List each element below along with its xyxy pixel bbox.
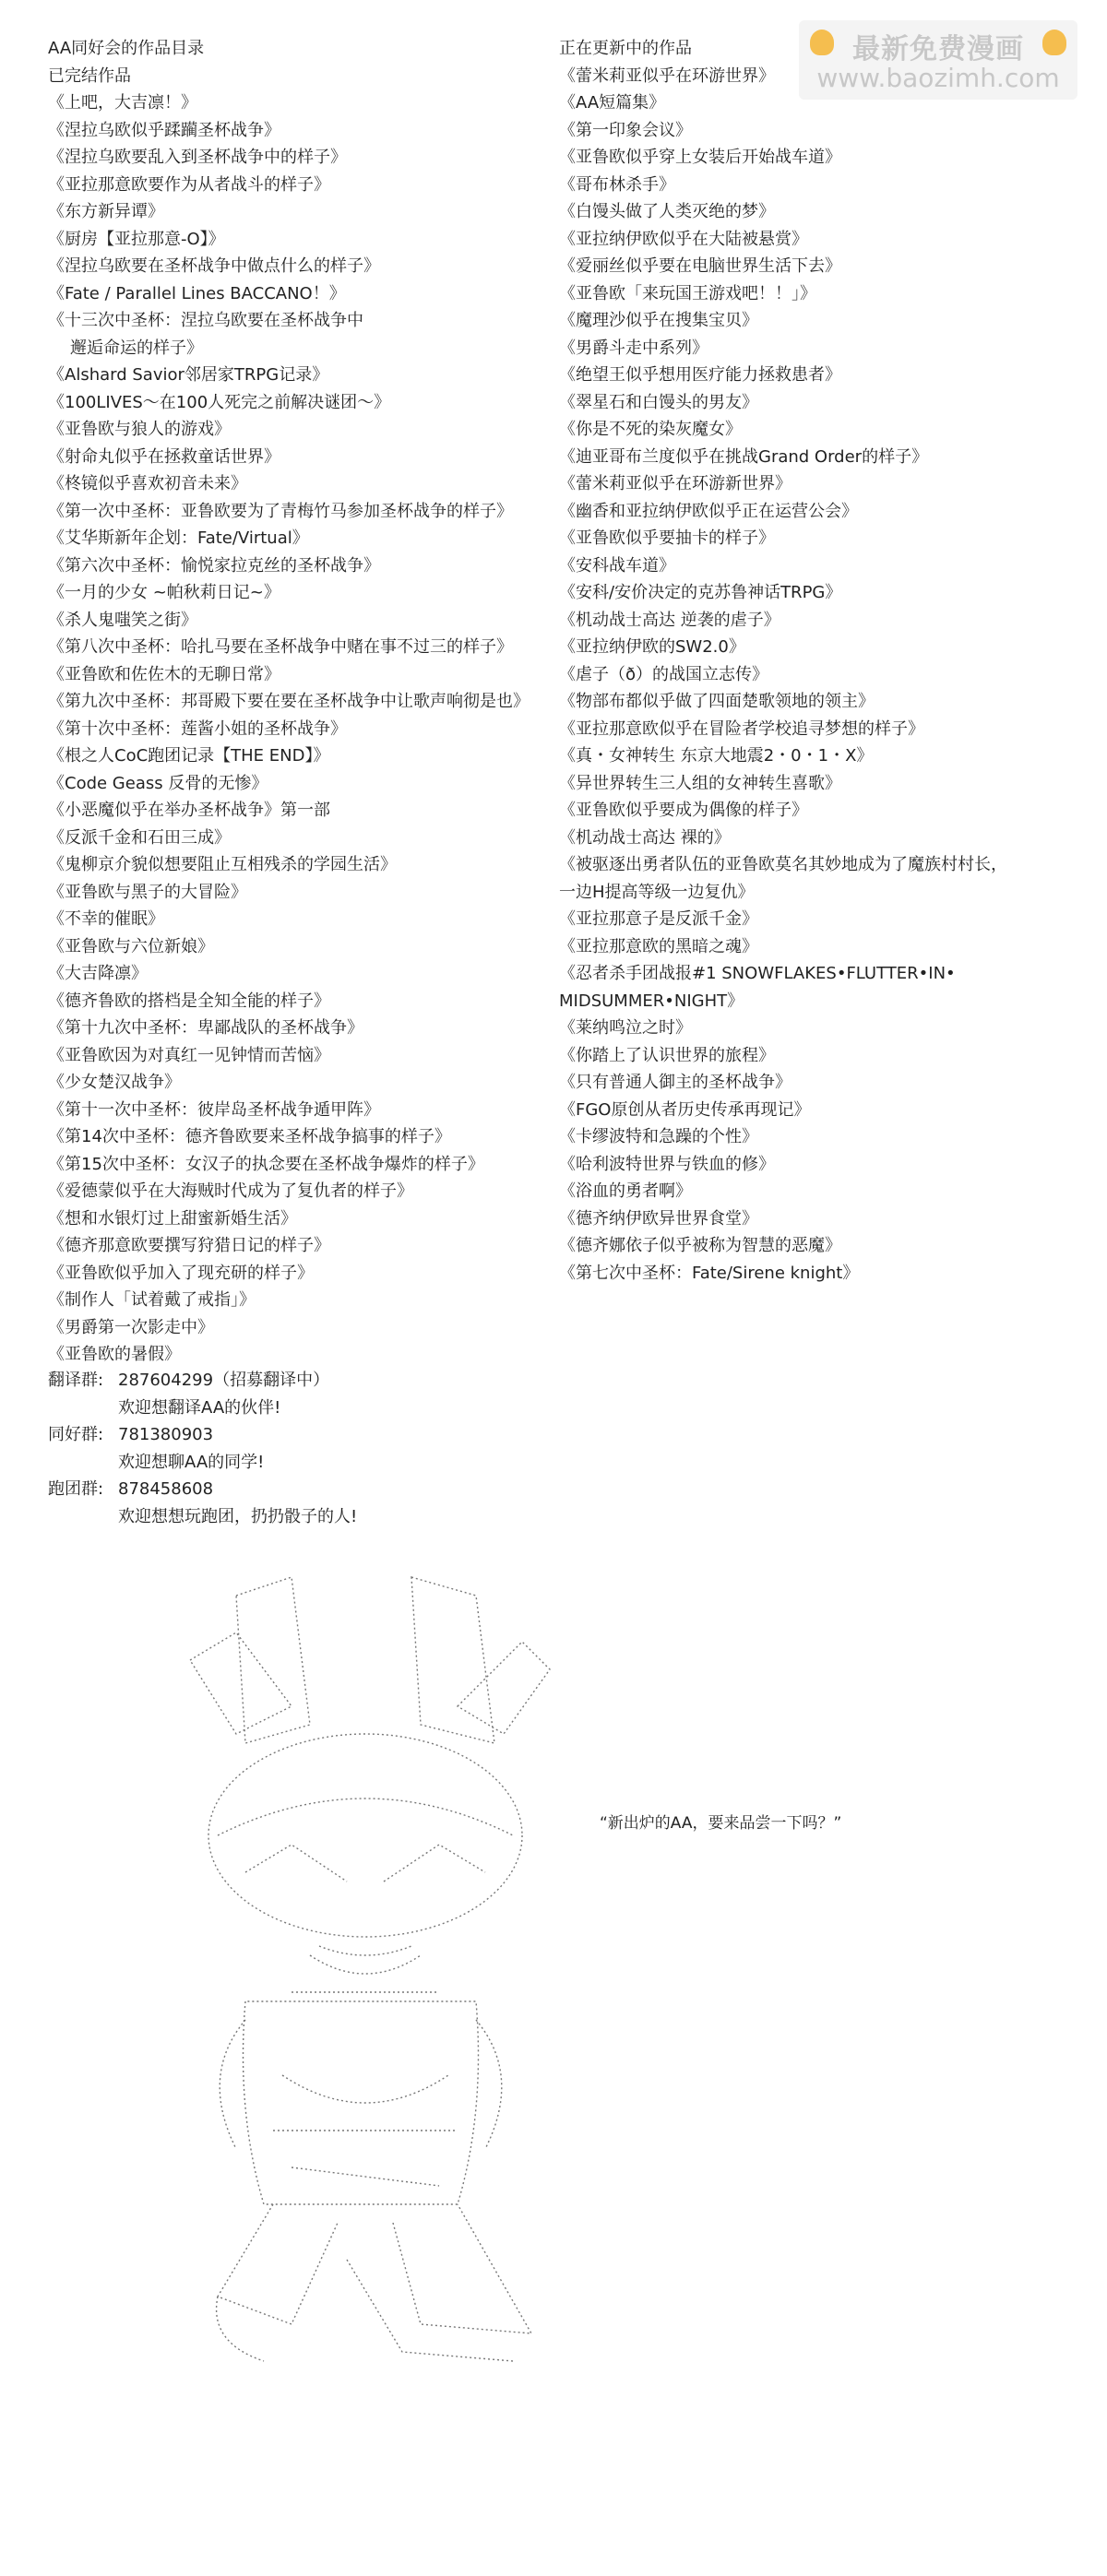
- work-title: 《亚鲁欧似乎穿上女装后开始战车道》: [559, 148, 841, 167]
- work-title: 《根之人CoC跑团记录【THE END】》: [48, 746, 330, 766]
- work-title: 《爱德蒙似乎在大海贼时代成为了复仇者的样子》: [48, 1181, 413, 1201]
- work-title: 一边H提高等级一边复仇》: [559, 882, 755, 902]
- work-title: 《100LIVES～在100人死完之前解决谜团～》: [48, 392, 391, 412]
- work-title: 《德齐娜依子似乎被称为智慧的恶魔》: [559, 1236, 841, 1255]
- work-title: 《想和水银灯过上甜蜜新婚生活》: [48, 1208, 297, 1229]
- work-title: 《少女楚汉战争》: [48, 1073, 181, 1092]
- work-title: 《艾华斯新年企划：Fate/Virtual》: [48, 528, 309, 548]
- completed-heading: 已完结作品: [48, 65, 131, 86]
- work-title: 《翠星石和白馒头的男友》: [559, 392, 758, 412]
- work-title: 《男爵第一次影走中》: [48, 1317, 214, 1337]
- work-title: 《亚鲁欧「来玩国王游戏吧！！」》: [559, 283, 816, 303]
- work-title: 《幽香和亚拉纳伊欧似乎正在运营公会》: [559, 501, 858, 521]
- work-title: 《厨房【亚拉那意-O】》: [48, 229, 225, 249]
- trpg-group-row: [48, 1476, 357, 1503]
- work-title: 《迪亚哥布兰度似乎在挑战Grand Order的样子》: [559, 446, 929, 467]
- work-title: 《第一次中圣杯：亚鲁欧要为了青梅竹马参加圣杯战争的样子》: [48, 501, 513, 521]
- work-title: 《虐子（ð）的战国立志传》: [559, 664, 769, 684]
- work-title: 《亚拉纳伊欧似乎在大陆被悬赏》: [559, 229, 808, 249]
- translate-group-note: 欢迎想翻译AA的伙伴!: [118, 1397, 281, 1418]
- work-title: 《第六次中圣杯：愉悦家拉克丝的圣杯战争》: [48, 555, 380, 576]
- work-title: 《亚拉纳伊欧的SW2.0》: [559, 637, 745, 657]
- catalog-heading: AA同好会的作品目录: [48, 39, 205, 58]
- work-title: 《德齐那意欧要撰写狩猎日记的样子》: [48, 1236, 330, 1255]
- work-title: 《鬼柳京介貌似想要阻止互相残杀的学园生活》: [48, 855, 397, 874]
- work-title: 《你踏上了认识世界的旅程》: [559, 1045, 775, 1065]
- work-title: 《第一印象会议》: [559, 120, 692, 140]
- work-title: 《机动战士高达 裸的》: [559, 827, 731, 848]
- work-title: 《德齐鲁欧的搭档是全知全能的样子》: [48, 991, 330, 1011]
- work-title: 《第15次中圣杯：女汉子的执念要在圣杯战争爆炸的样子》: [48, 1154, 484, 1174]
- work-title: 《Fate / Parallel Lines BACCANO！》: [48, 283, 346, 303]
- work-title: 邂逅命运的样子》: [70, 338, 203, 358]
- completed-works-column: [48, 35, 565, 1369]
- fan-group-row: [48, 1421, 357, 1449]
- work-title: 《绝望王似乎想用医疗能力拯救患者》: [559, 365, 841, 385]
- work-title: 《被驱逐出勇者队伍的亚鲁欧莫名其妙地成为了魔族村村长，: [559, 855, 1007, 874]
- work-title: MIDSUMMER•NIGHT》: [559, 991, 744, 1011]
- trpg-group-label: 跑团群:: [48, 1479, 104, 1499]
- translate-group-row: [48, 1367, 357, 1395]
- work-title: 《魔理沙似乎在搜集宝贝》: [559, 311, 758, 330]
- work-title: 《不幸的催眠》: [48, 909, 164, 929]
- speech-quote: “新出炉的AA，要来品尝一下吗？”: [600, 1814, 842, 1833]
- work-title: 《涅拉乌欧要乱入到圣杯战争中的样子》: [48, 148, 347, 167]
- translate-group-label: 翻译群:: [48, 1371, 104, 1390]
- fan-group-number: 781380903: [118, 1425, 214, 1444]
- ongoing-heading: 正在更新中的作品: [559, 39, 692, 58]
- fan-group-note: 欢迎想聊AA的同学!: [118, 1452, 265, 1472]
- work-title: 《东方新异谭》: [48, 202, 164, 221]
- fan-group-label: 同好群:: [48, 1425, 104, 1444]
- work-title: 《第十次中圣杯：莲酱小姐的圣杯战争》: [48, 718, 347, 739]
- completed-works-list: [48, 89, 565, 1369]
- work-title: 《亚拉那意欧似乎在冒险者学校追寻梦想的样子》: [559, 718, 924, 739]
- watermark-url: www.baozimh.com: [816, 63, 1060, 93]
- work-title: 《莱纳鸣泣之时》: [559, 1018, 692, 1038]
- work-title: 《男爵斗走中系列》: [559, 338, 708, 358]
- work-title: 《真・女神转生 东京大地震2・0・1・X》: [559, 746, 874, 766]
- work-title: 《亚鲁欧与六位新娘》: [48, 936, 214, 956]
- work-title: 《亚鲁欧的暑假》: [48, 1345, 181, 1364]
- work-title: 《柊镜似乎喜欢初音未来》: [48, 474, 247, 493]
- work-title: 《Code Geass 反骨的无惨》: [48, 773, 268, 793]
- work-title: 《卡缪波特和急躁的个性》: [559, 1127, 758, 1146]
- work-title: 《反派千金和石田三成》: [48, 827, 231, 848]
- contact-section: [48, 1367, 357, 1530]
- ongoing-works-column: [559, 35, 1076, 1287]
- work-title: 《白馒头做了人类灭绝的梦》: [559, 202, 775, 221]
- work-title: 《FGO原创从者历史传承再现记》: [559, 1099, 811, 1120]
- work-title: 《制作人「试着戴了戒指」》: [48, 1290, 256, 1310]
- work-title: 《安科战车道》: [559, 555, 675, 576]
- work-title: 《小恶魔似乎在举办圣杯战争》第一部: [48, 801, 330, 820]
- work-title: 《第十一次中圣杯：彼岸岛圣杯战争遁甲阵》: [48, 1099, 380, 1120]
- work-title: 《亚鲁欧与黑子的大冒险》: [48, 882, 247, 902]
- work-title: 《杀人鬼嗤笑之街》: [48, 610, 197, 630]
- work-title: 《蕾米莉亚似乎在环游新世界》: [559, 474, 792, 493]
- work-title: 《哥布林杀手》: [559, 174, 675, 195]
- work-title: 《爱丽丝似乎要在电脑世界生活下去》: [559, 256, 841, 276]
- work-title: 《安科/安价决定的克苏鲁神话TRPG》: [559, 583, 842, 602]
- ongoing-works-list: [559, 63, 1076, 1288]
- work-title: 《涅拉乌欧似乎蹂躏圣杯战争》: [48, 120, 280, 140]
- work-title: 《亚拉那意欧的黑暗之魂》: [559, 936, 758, 956]
- work-title: 《亚鲁欧似乎要抽卡的样子》: [559, 528, 775, 548]
- work-title: 《亚鲁欧和佐佐木的无聊日常》: [48, 664, 280, 684]
- work-title: 《Alshard Savior邻居家TRPG记录》: [48, 365, 329, 385]
- work-title: 《德齐纳伊欧异世界食堂》: [559, 1208, 758, 1229]
- work-title: 《AA短篇集》: [559, 93, 666, 113]
- work-title: 《浴血的勇者啊》: [559, 1181, 692, 1201]
- work-title: 《一月的少女 ~帕秋莉日记~》: [48, 583, 280, 602]
- work-title: 《亚鲁欧似乎加入了现充研的样子》: [48, 1263, 314, 1283]
- ascii-art-character-illustration: [181, 1559, 568, 2380]
- trpg-group-number: 878458608: [118, 1479, 214, 1499]
- work-title: 《第14次中圣杯：德齐鲁欧要来圣杯战争搞事的样子》: [48, 1127, 451, 1146]
- work-title: 《物部布都似乎做了四面楚歌领地的领主》: [559, 692, 875, 711]
- work-title: 《忍者杀手团战报#1 SNOWFLAKES•FLUTTER•IN•: [559, 964, 956, 983]
- work-title: 《第八次中圣杯：哈扎马要在圣杯战争中赌在事不过三的样子》: [48, 637, 513, 657]
- work-title: 《异世界转生三人组的女神转生喜歌》: [559, 773, 841, 793]
- work-title: 《亚拉那意欧要作为从者战斗的样子》: [48, 174, 330, 195]
- work-title: 《亚鲁欧似乎要成为偶像的样子》: [559, 801, 808, 820]
- watermark-title: 最新免费漫画: [852, 33, 1024, 65]
- work-title: 《第十九次中圣杯：卑鄙战队的圣杯战争》: [48, 1018, 363, 1038]
- work-title: 《亚鲁欧与狼人的游戏》: [48, 420, 231, 439]
- work-title: 《十三次中圣杯：涅拉乌欧要在圣杯战争中: [48, 311, 363, 330]
- work-title: 《只有普通人御主的圣杯战争》: [559, 1073, 792, 1092]
- work-title: 《亚鲁欧因为对真红一见钟情而苦恼》: [48, 1045, 330, 1065]
- work-title: 《大吉降凛》: [48, 964, 148, 983]
- work-title: 《射命丸似乎在拯救童话世界》: [48, 446, 280, 467]
- work-title: 《蕾米莉亚似乎在环游世界》: [559, 65, 775, 86]
- trpg-group-note: 欢迎想想玩跑团，扔扔骰子的人!: [118, 1506, 358, 1526]
- work-title: 《第七次中圣杯：Fate/Sirene knight》: [559, 1263, 860, 1283]
- translate-group-number: 287604299（招募翻译中）: [118, 1371, 330, 1390]
- work-title: 《哈利波特世界与铁血的修》: [559, 1154, 775, 1174]
- work-title: 《机动战士高达 逆袭的虐子》: [559, 610, 780, 630]
- work-title: 《涅拉乌欧要在圣杯战争中做点什么的样子》: [48, 256, 380, 276]
- work-title: 《亚拉那意子是反派千金》: [559, 909, 758, 929]
- work-title: 《你是不死的染灰魔女》: [559, 420, 742, 439]
- work-title: 《上吧，大吉凛！》: [48, 93, 197, 113]
- work-title: 《第九次中圣杯：邦哥殿下要在要在圣杯战争中让歌声响彻是也》: [48, 692, 530, 711]
